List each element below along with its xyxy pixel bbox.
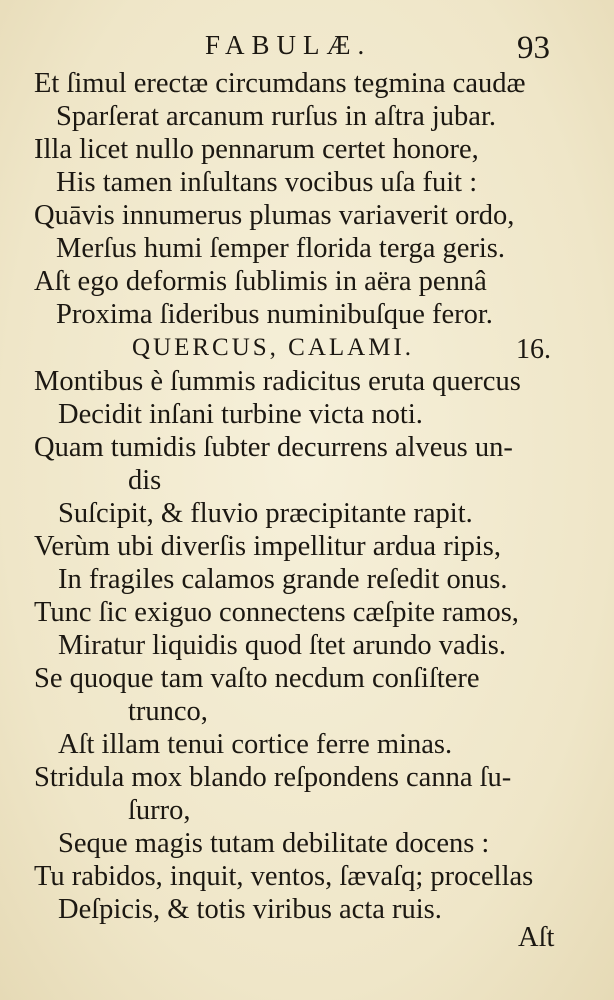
verse-line: ſurro, — [128, 795, 191, 826]
fable-title: QUERCUS, CALAMI. — [132, 334, 415, 361]
verse-line: His tamen inſultans vocibus uſa fuit : — [56, 167, 478, 198]
verse-line: Et ſimul erectæ circumdans tegmina caudæ — [34, 68, 526, 99]
verse-line: trunco, — [128, 696, 208, 727]
verse-line: In fragiles calamos grande reſedit onus. — [58, 564, 508, 595]
verse-line: Miratur liquidis quod ſtet arundo vadis. — [58, 630, 507, 661]
verse-line: Sparſerat arcanum rurſus in aſtra jubar. — [56, 101, 496, 132]
page-number: 93 — [517, 30, 550, 66]
verse-line: Suſcipit, & fluvio præcipitante rapit. — [58, 498, 473, 529]
verse-line: Aſt illam tenui cortice ferre minas. — [58, 729, 453, 760]
verse-line: Aſt ego deformis ſublimis in aëra pennâ — [34, 266, 487, 297]
verse-line: Decidit inſani turbine victa noti. — [58, 399, 423, 430]
running-head — [0, 30, 614, 70]
verse-line: Quam tumidis ſubter decurrens alveus un- — [34, 432, 513, 463]
verse-line: Proxima ſideribus numinibuſque feror. — [56, 299, 493, 330]
verse-line: Montibus è ſummis radicitus eruta quercus — [34, 366, 521, 397]
verse-line: Quāvis innumerus plumas variaverit ordo, — [34, 200, 515, 231]
running-title: FABULÆ. — [205, 30, 372, 60]
verse-line: Merſus humi ſemper florida terga geris. — [56, 233, 506, 264]
verse-line: Tu rabidos, inquit, ventos, ſævaſq; procellas — [34, 861, 534, 892]
verse-line: Deſpicis, & totis viribus acta ruis. — [58, 894, 442, 925]
catchword: Aſt — [518, 922, 555, 953]
verse-line: Seque magis tutam debilitate docens : — [58, 828, 490, 859]
fable-number: 16. — [516, 334, 551, 365]
verse-line: Illa licet nullo pennarum certet honore, — [34, 134, 479, 165]
verse-line: Se quoque tam vaſto necdum conſiſtere — [34, 663, 480, 694]
verse-line: Verùm ubi diverſis impellitur ardua ripis, — [34, 531, 501, 562]
verse-line: dis — [128, 465, 162, 496]
verse-line: Stridula mox blando reſpondens canna ſu- — [34, 762, 512, 793]
verse-line: Tunc ſic exiguo connectens cæſpite ramos, — [34, 597, 519, 628]
